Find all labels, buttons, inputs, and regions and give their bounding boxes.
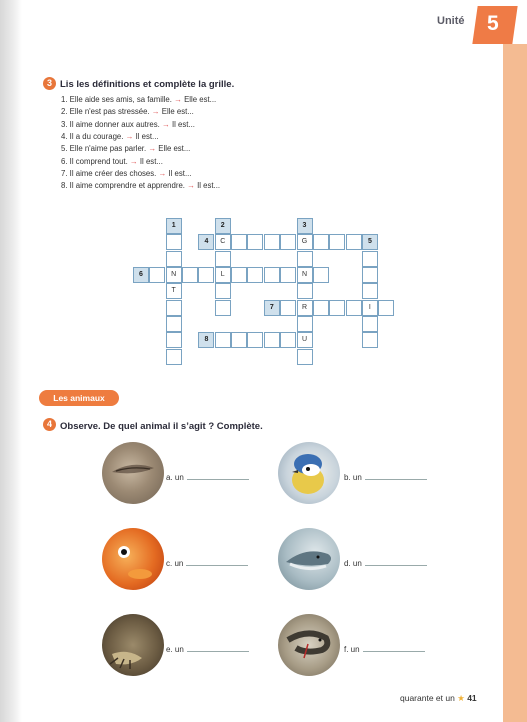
grid-number-4: 4 (198, 234, 214, 250)
page-footer (400, 693, 477, 704)
photo-blue-tit (278, 442, 340, 504)
grid-letter-n[interactable]: N (297, 267, 313, 283)
section-title-animals: Les animaux (39, 390, 119, 406)
arrow-icon: → (125, 131, 134, 141)
answer-e-label: e. un (166, 645, 184, 654)
grid-number-3: 3 (297, 218, 313, 234)
definition-text: 4. Il a du courage. (61, 131, 124, 141)
grid-number-7: 7 (264, 300, 280, 316)
definition-text: 6. Il comprend tout. (61, 156, 128, 166)
exercise-3-title: Lis les définitions et complète la grille. (60, 79, 235, 90)
grid-cell[interactable] (215, 283, 231, 299)
grid-letter-c[interactable]: C (215, 234, 231, 250)
grid-cell[interactable] (280, 300, 296, 316)
grid-cell[interactable] (231, 267, 247, 283)
definition-3 (61, 120, 195, 129)
answer-f[interactable] (344, 643, 425, 654)
definition-ending: Elle est... (158, 144, 191, 154)
photo-goldfish (102, 528, 164, 590)
grid-cell[interactable] (149, 267, 165, 283)
definition-text: 1. Elle aide ses amis, sa famille. (61, 95, 172, 104)
grid-cell[interactable] (182, 267, 198, 283)
answer-b-label: b. un (344, 473, 362, 482)
definition-8 (61, 181, 220, 190)
answer-b[interactable] (344, 471, 427, 482)
grid-cell[interactable] (378, 300, 394, 316)
answer-e-line[interactable] (187, 643, 249, 652)
grid-cell[interactable] (264, 267, 280, 283)
grid-cell[interactable] (166, 300, 182, 316)
answer-c[interactable] (166, 557, 248, 568)
grid-cell[interactable] (231, 234, 247, 250)
answer-f-label: f. un (344, 645, 360, 654)
grid-number-2: 2 (215, 218, 231, 234)
exercise-4-number: 4 (43, 418, 56, 431)
grid-cell[interactable] (362, 332, 378, 348)
unit-label: Unité (437, 15, 465, 27)
grid-cell[interactable] (297, 283, 313, 299)
book-spine-shadow (0, 0, 22, 722)
grid-letter-u[interactable]: U (297, 332, 313, 348)
exercise-3-number: 3 (43, 77, 56, 90)
definition-7 (61, 169, 191, 178)
grid-cell[interactable] (280, 267, 296, 283)
answer-d[interactable] (344, 557, 427, 568)
answer-f-line[interactable] (363, 643, 425, 652)
grid-cell[interactable] (329, 234, 345, 250)
grid-cell[interactable] (313, 267, 329, 283)
grid-cell[interactable] (297, 316, 313, 332)
grid-cell[interactable] (297, 251, 313, 267)
photo-lizard-foot (102, 614, 164, 676)
grid-cell[interactable] (346, 300, 362, 316)
arrow-icon: → (129, 156, 138, 166)
grid-cell[interactable] (313, 300, 329, 316)
grid-cell[interactable] (198, 267, 214, 283)
grid-letter-n[interactable]: N (166, 267, 182, 283)
grid-cell[interactable] (166, 349, 182, 365)
definition-text: 2. Elle n'est pas stressée. (61, 107, 150, 117)
grid-cell[interactable] (231, 332, 247, 348)
definition-text: 3. Il aime donner aux autres. (61, 119, 160, 129)
grid-cell[interactable] (362, 251, 378, 267)
grid-cell[interactable] (166, 332, 182, 348)
grid-letter-t[interactable]: T (166, 283, 182, 299)
definition-1 (61, 95, 216, 104)
answer-d-label: d. un (344, 559, 362, 568)
grid-number-8: 8 (198, 332, 214, 348)
grid-cell[interactable] (280, 332, 296, 348)
arrow-icon: → (162, 119, 170, 129)
answer-c-line[interactable] (186, 557, 248, 566)
answer-a[interactable] (166, 471, 249, 482)
grid-number-1: 1 (166, 218, 182, 234)
page-number: 41 (467, 693, 477, 703)
definition-4 (61, 132, 159, 141)
grid-cell[interactable] (166, 251, 182, 267)
grid-number-5: 5 (362, 234, 378, 250)
grid-cell[interactable] (166, 316, 182, 332)
arrow-icon: → (174, 95, 182, 104)
grid-cell[interactable] (264, 234, 280, 250)
grid-letter-r[interactable]: R (297, 300, 313, 316)
definition-ending: Il est... (139, 156, 163, 166)
grid-letter-l[interactable]: L (215, 267, 231, 283)
definition-ending: Elle est... (161, 107, 194, 117)
definition-ending: Il est... (168, 168, 192, 178)
definition-text: 8. Il aime comprendre et apprendre. (61, 181, 185, 191)
grid-cell[interactable] (215, 332, 231, 348)
answer-a-label: a. un (166, 473, 184, 482)
grid-cell[interactable] (166, 234, 182, 250)
answer-b-line[interactable] (365, 471, 427, 480)
page-number-words: quarante et un (400, 693, 455, 703)
definition-text: 5. Elle n'aime pas parler. (61, 144, 147, 154)
grid-cell[interactable] (346, 234, 362, 250)
definition-ending: Il est... (135, 131, 159, 141)
definition-ending: Il est... (171, 119, 195, 129)
grid-cell[interactable] (362, 283, 378, 299)
grid-cell[interactable] (264, 332, 280, 348)
grid-cell[interactable] (329, 300, 345, 316)
answer-e[interactable] (166, 643, 249, 654)
photo-dolphin (278, 528, 340, 590)
grid-cell[interactable] (313, 234, 329, 250)
definition-5 (61, 144, 190, 153)
arrow-icon: → (148, 144, 157, 154)
arrow-icon: → (158, 168, 167, 178)
grid-number-6: 6 (133, 267, 149, 283)
grid-cell[interactable] (247, 332, 263, 348)
unit-side-band (503, 44, 527, 722)
answer-a-line[interactable] (187, 471, 249, 480)
arrow-icon: → (151, 107, 160, 117)
definition-ending: Elle est... (184, 95, 217, 104)
exercise-4-title: Observe. De quel animal il s’agit ? Complète. (60, 421, 263, 432)
answer-c-label: c. un (166, 559, 184, 568)
grid-cell[interactable] (247, 267, 263, 283)
definition-ending: Il est... (197, 181, 221, 191)
photo-snake (278, 614, 340, 676)
grid-letter-g[interactable]: G (297, 234, 313, 250)
grid-cell[interactable] (362, 316, 378, 332)
grid-cell[interactable] (297, 349, 313, 365)
star-icon: ★ (457, 693, 465, 703)
grid-cell[interactable] (280, 234, 296, 250)
photo-horse-eye (102, 442, 164, 504)
grid-cell[interactable] (362, 267, 378, 283)
grid-cell[interactable] (215, 300, 231, 316)
definition-2 (61, 107, 194, 116)
answer-d-line[interactable] (365, 557, 427, 566)
grid-letter-i[interactable]: I (362, 300, 378, 316)
grid-cell[interactable] (215, 251, 231, 267)
grid-cell[interactable] (247, 234, 263, 250)
arrow-icon: → (187, 181, 195, 191)
unit-number: 5 (487, 12, 499, 35)
definition-text: 7. Il aime créer des choses. (61, 168, 157, 178)
definition-6 (61, 157, 163, 166)
